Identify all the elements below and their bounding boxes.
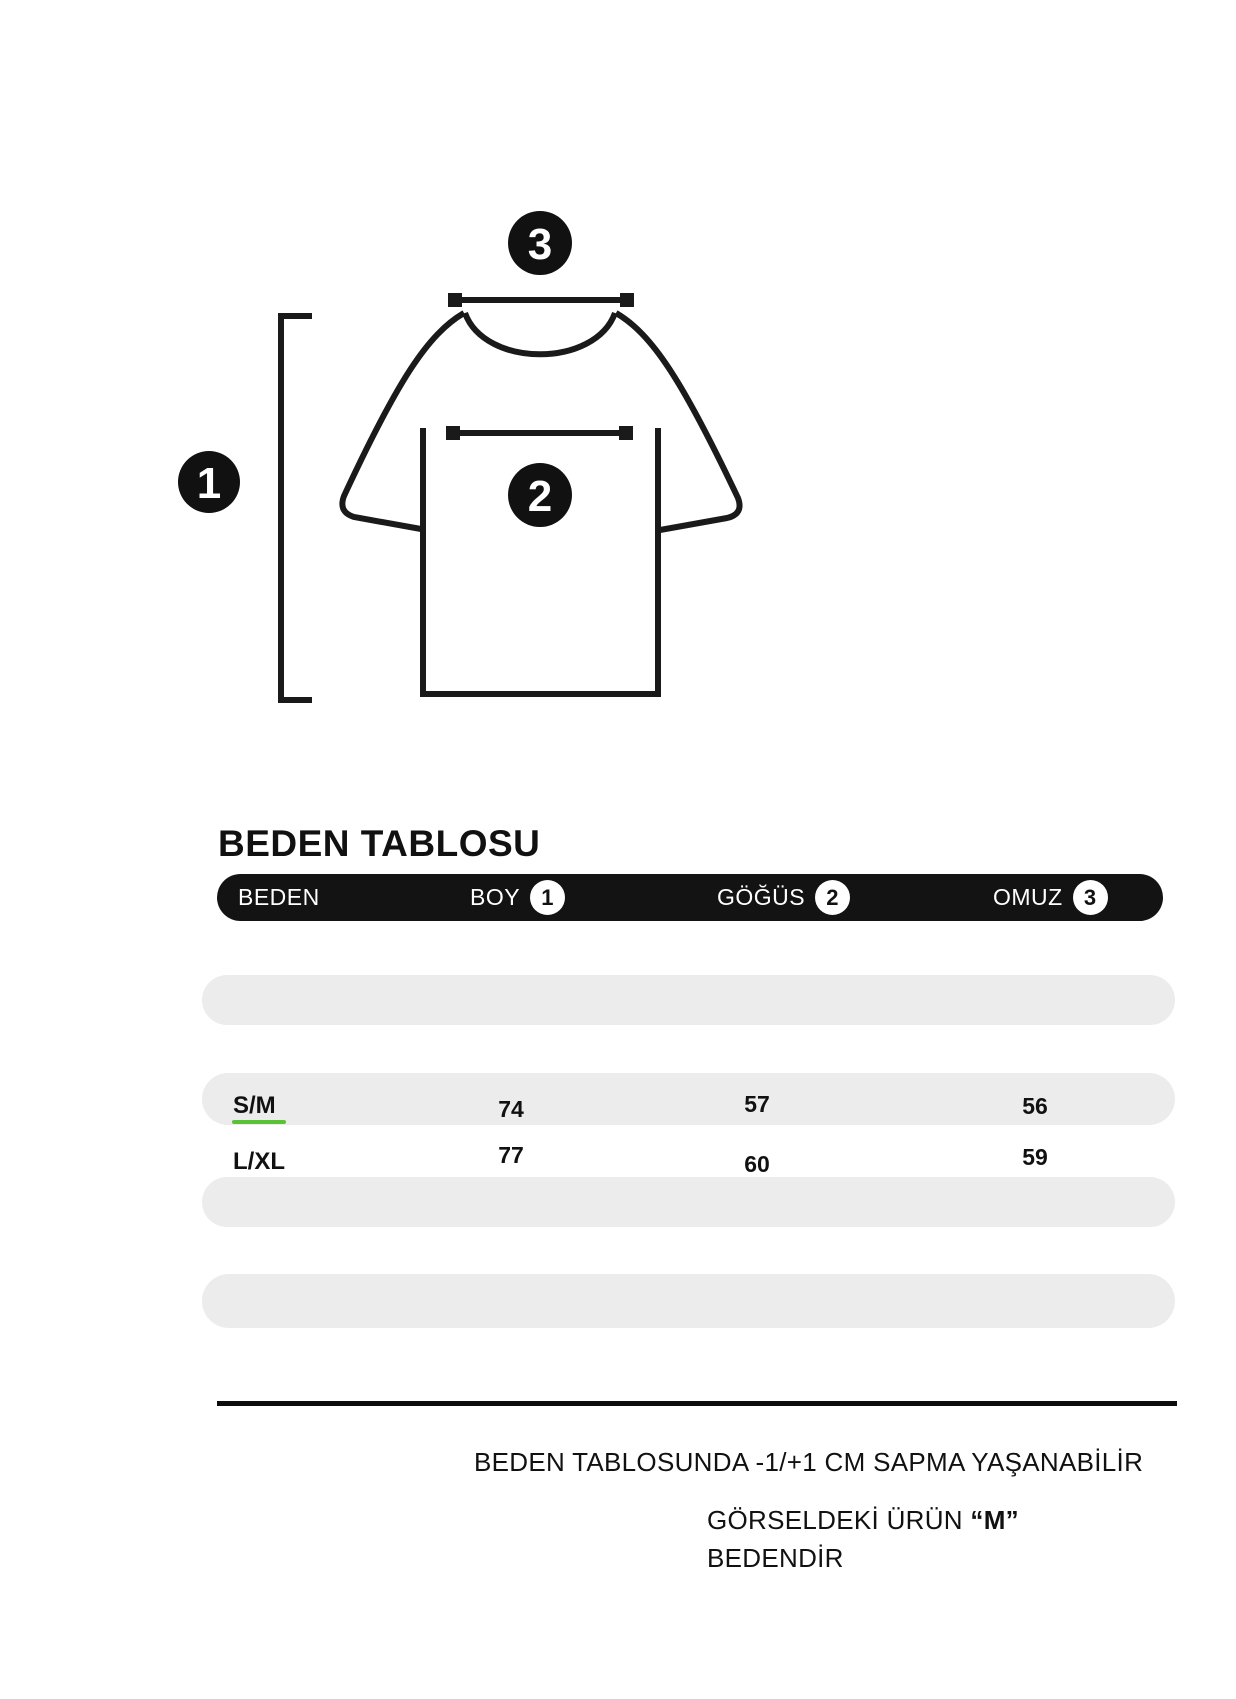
row-sm-omuz-value: 56 bbox=[1022, 1093, 1048, 1119]
header-col-omuz-label: OMUZ bbox=[993, 884, 1063, 910]
table-stripe-row-4 bbox=[202, 1274, 1175, 1328]
header-col-omuz-badge: 3 bbox=[1073, 880, 1108, 915]
badge-3-number: 3 bbox=[527, 220, 553, 269]
header-col-gogus bbox=[717, 874, 850, 921]
shoulder-measure-end-right bbox=[620, 293, 634, 307]
row-sm-highlight-underline bbox=[232, 1120, 286, 1124]
chest-measure-end-left bbox=[446, 426, 460, 440]
size-chart-title: BEDEN TABLOSU bbox=[218, 823, 541, 864]
footer-deviation-note: BEDEN TABLOSUNDA -1/+1 CM SAPMA YAŞANABİLİR bbox=[474, 1447, 1144, 1477]
length-bracket bbox=[281, 316, 312, 700]
badge-2-number: 2 bbox=[527, 472, 553, 521]
table-stripe-row-3 bbox=[202, 1177, 1175, 1227]
row-lxl-gogus-value: 60 bbox=[744, 1151, 770, 1177]
table-stripe-row-1 bbox=[202, 975, 1175, 1025]
chest-measure-end-right bbox=[619, 426, 633, 440]
footer-model-size-note bbox=[707, 1501, 1019, 1577]
header-col-omuz bbox=[993, 874, 1108, 921]
header-col-boy-badge: 1 bbox=[530, 880, 565, 915]
size-chart-header-bar bbox=[217, 874, 1163, 921]
footer-model-size-prefix: GÖRSELDEKİ ÜRÜN bbox=[707, 1505, 971, 1535]
row-sm-size-label: S/M bbox=[233, 1092, 276, 1119]
row-sm-gogus-value: 57 bbox=[744, 1091, 770, 1117]
tshirt-left-sleeve bbox=[342, 313, 464, 529]
header-col-beden-label: BEDEN bbox=[238, 884, 320, 910]
row-sm-boy-value: 74 bbox=[498, 1096, 524, 1122]
footer-model-size-suffix: BEDENDİR bbox=[707, 1543, 844, 1573]
header-col-boy bbox=[470, 874, 565, 921]
row-lxl-omuz-value: 59 bbox=[1022, 1144, 1048, 1170]
shoulder-measure-end-left bbox=[448, 293, 462, 307]
header-col-boy-label: BOY bbox=[470, 884, 521, 910]
tshirt-right-sleeve bbox=[616, 313, 740, 530]
header-col-gogus-badge: 2 bbox=[815, 880, 850, 915]
row-lxl-size-label: L/XL bbox=[233, 1148, 285, 1175]
footer-model-size-value: “M” bbox=[970, 1505, 1019, 1535]
tshirt-measurement-diagram bbox=[0, 0, 1236, 760]
tshirt-neckline bbox=[465, 313, 615, 354]
row-lxl-boy-value: 77 bbox=[498, 1142, 524, 1168]
footer-divider-line bbox=[217, 1401, 1177, 1406]
badge-1-number: 1 bbox=[196, 459, 222, 508]
header-col-gogus-label: GÖĞÜS bbox=[717, 884, 806, 910]
header-col-beden bbox=[238, 874, 320, 921]
